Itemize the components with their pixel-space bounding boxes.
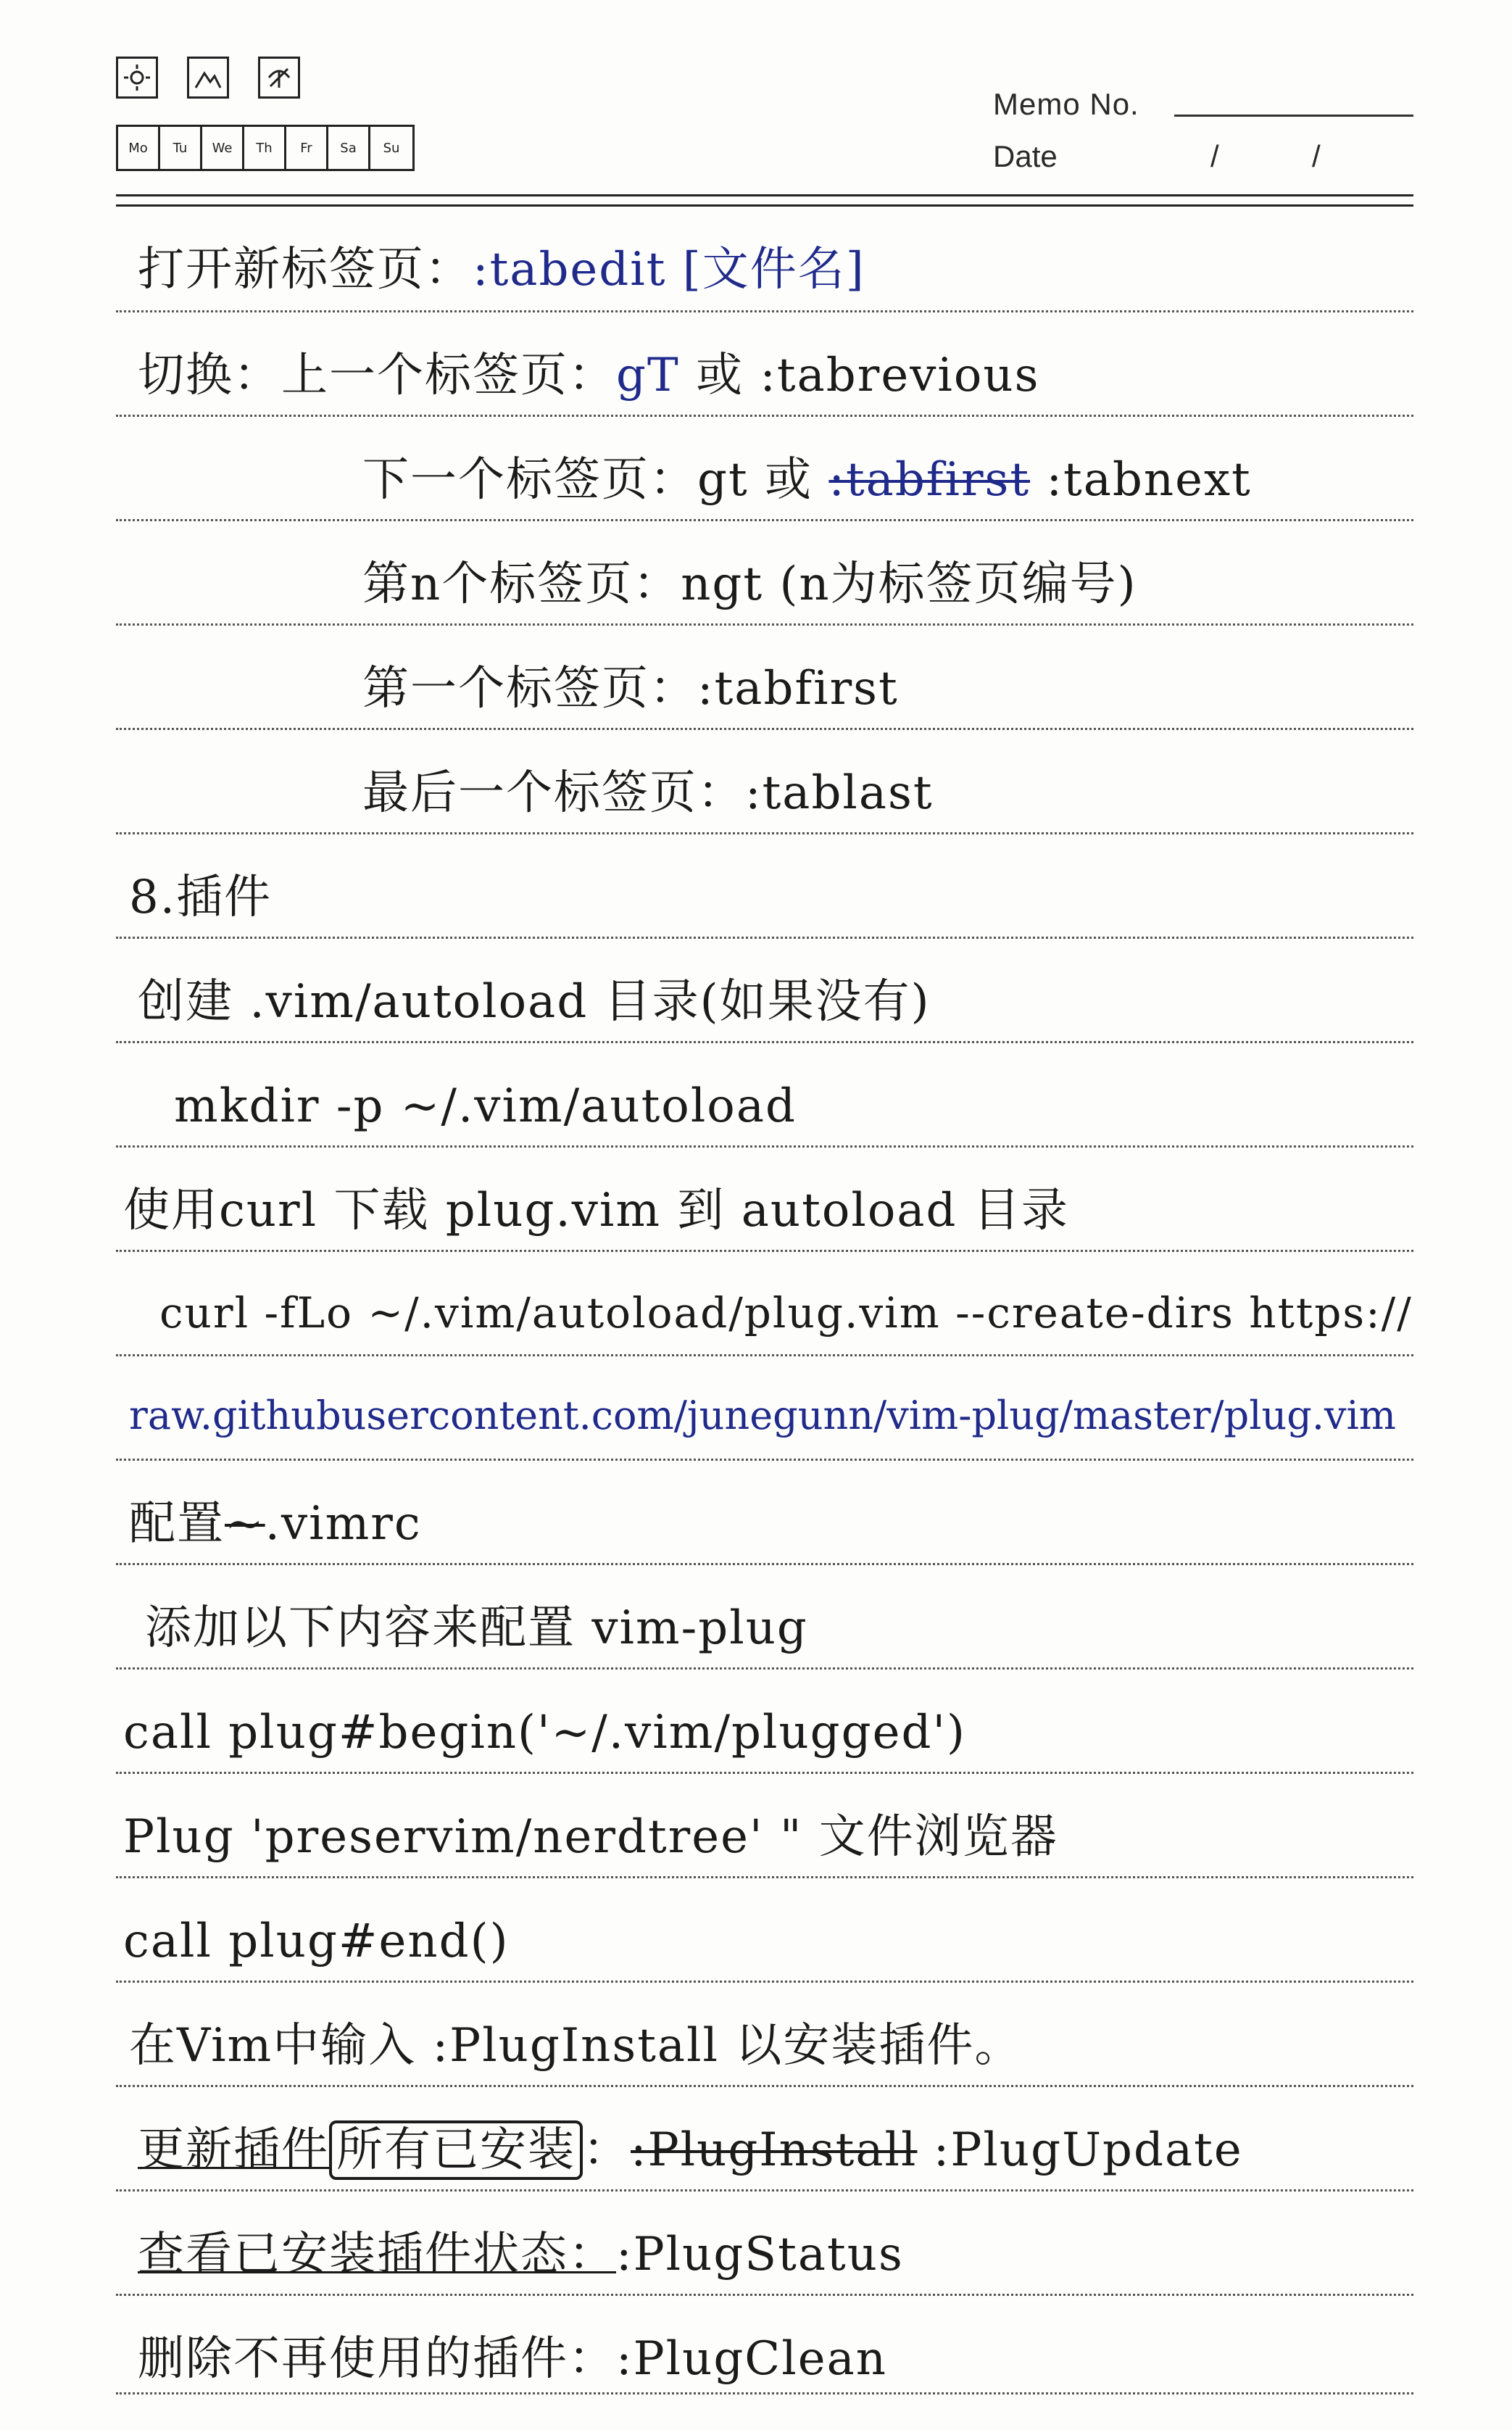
code-text: gt (697, 453, 749, 507)
ruled-line (116, 2189, 1413, 2191)
ruled-line (116, 1876, 1413, 1878)
note-text: 下一个标签页： (362, 453, 697, 507)
ruled-line (116, 2294, 1413, 2296)
note-text: 查看已安装插件状态： (138, 2228, 616, 2281)
note-text: 更新插件 (138, 2123, 329, 2177)
code-text: :tabfirst (697, 662, 899, 716)
day-tu[interactable]: Tu (160, 127, 202, 169)
day-th[interactable]: Th (244, 127, 286, 169)
ruled-line (116, 1772, 1413, 1774)
day-mo[interactable]: Mo (118, 127, 160, 169)
code-line: raw.githubusercontent.com/junegunn/vim-plug/master/plug.vim (129, 1393, 1396, 1438)
note-text: 删除不再使用的插件： (138, 2332, 616, 2386)
note-line (138, 349, 1040, 402)
note-text: ： (583, 2123, 631, 2177)
note-text: 配置 (129, 1497, 225, 1551)
note-text: 打开新标签页： (138, 243, 473, 297)
note-line: 添加以下内容来配置 vim-plug (145, 1601, 808, 1655)
header-divider (116, 204, 1413, 207)
note-text: 或 (679, 349, 760, 402)
ruled-line (116, 310, 1413, 312)
code-line: Plug 'preservim/nerdtree' " 文件浏览器 (123, 1810, 1058, 1864)
ruled-line (116, 832, 1413, 834)
note-line (138, 243, 865, 297)
struck-code-text: :tabfirst (828, 453, 1031, 507)
date-separator: / (1210, 139, 1219, 173)
ruled-line (116, 1563, 1413, 1565)
code-text: :tabnext (1030, 453, 1252, 507)
code-line: call plug#begin('~/.vim/plugged') (123, 1706, 966, 1759)
memo-number-field[interactable] (1174, 115, 1413, 117)
ruled-line (116, 728, 1413, 730)
ruled-line (116, 1667, 1413, 1670)
note-line (362, 766, 934, 820)
day-fr[interactable]: Fr (286, 127, 328, 169)
note-line (138, 2332, 887, 2386)
header-divider (116, 194, 1413, 196)
note-line (362, 662, 899, 716)
ruled-line (116, 1250, 1413, 1252)
note-line (129, 1497, 422, 1551)
sun-icon (116, 57, 158, 99)
note-line: 使用curl 下载 plug.vim 到 autoload 目录 (123, 1184, 1069, 1237)
boxed-note: 所有已安装 (329, 2120, 583, 2180)
struck-text: ~ (225, 1497, 265, 1551)
ruled-line (116, 2085, 1413, 2087)
note-line (138, 2228, 904, 2281)
ruled-line (116, 2392, 1413, 2394)
umbrella-icon (258, 57, 300, 99)
code-text: :PlugUpdate (917, 2123, 1243, 2177)
day-su[interactable]: Su (383, 140, 400, 156)
date-separator: / (1312, 139, 1321, 173)
ruled-line (116, 1459, 1413, 1461)
date-label: Date (993, 139, 1058, 173)
weekday-selector (116, 125, 415, 171)
note-text: 或 (748, 453, 829, 507)
note-text: 最后一个标签页： (362, 766, 745, 820)
ruled-line (116, 519, 1413, 521)
code-line: curl -fLo ~/.vim/autoload/plug.vim --create-dirs https:// (159, 1288, 1413, 1338)
note-text: 第一个标签页： (362, 662, 697, 716)
note-line: 创建 .vim/autoload 目录(如果没有) (138, 975, 931, 1029)
code-text: :tabrevious (760, 349, 1040, 402)
mountain-icon (187, 57, 229, 99)
note-line: 第n个标签页：ngt (n为标签页编号) (362, 557, 1137, 611)
code-line: call plug#end() (123, 1915, 510, 1968)
section-heading: 8.插件 (129, 871, 273, 924)
note-line: 在Vim中输入 :PlugInstall 以安装插件。 (129, 2019, 1023, 2073)
struck-code-text: :PlugInstall (631, 2123, 918, 2177)
code-text: :PlugClean (616, 2332, 887, 2386)
code-text: :tabedit [文件名] (473, 243, 865, 297)
ruled-line (116, 623, 1413, 626)
ruled-line (116, 1981, 1413, 1983)
code-text: gT (616, 349, 680, 402)
ruled-line (116, 1041, 1413, 1043)
note-line (138, 2123, 1243, 2177)
day-we[interactable]: We (202, 127, 244, 169)
code-text: :PlugStatus (616, 2228, 904, 2281)
memo-label: Memo No. (993, 87, 1139, 121)
day-sa[interactable]: Sa (328, 127, 370, 169)
code-text: :tablast (745, 766, 934, 820)
code-line: mkdir -p ~/.vim/autoload (174, 1079, 797, 1133)
note-line (362, 453, 1252, 507)
ruled-line (116, 1354, 1413, 1356)
code-text: .vimrc (265, 1497, 422, 1551)
ruled-line (116, 415, 1413, 417)
ruled-line (116, 937, 1413, 939)
note-text: 切换：上一个标签页： (138, 349, 616, 402)
ruled-line (116, 1145, 1413, 1148)
